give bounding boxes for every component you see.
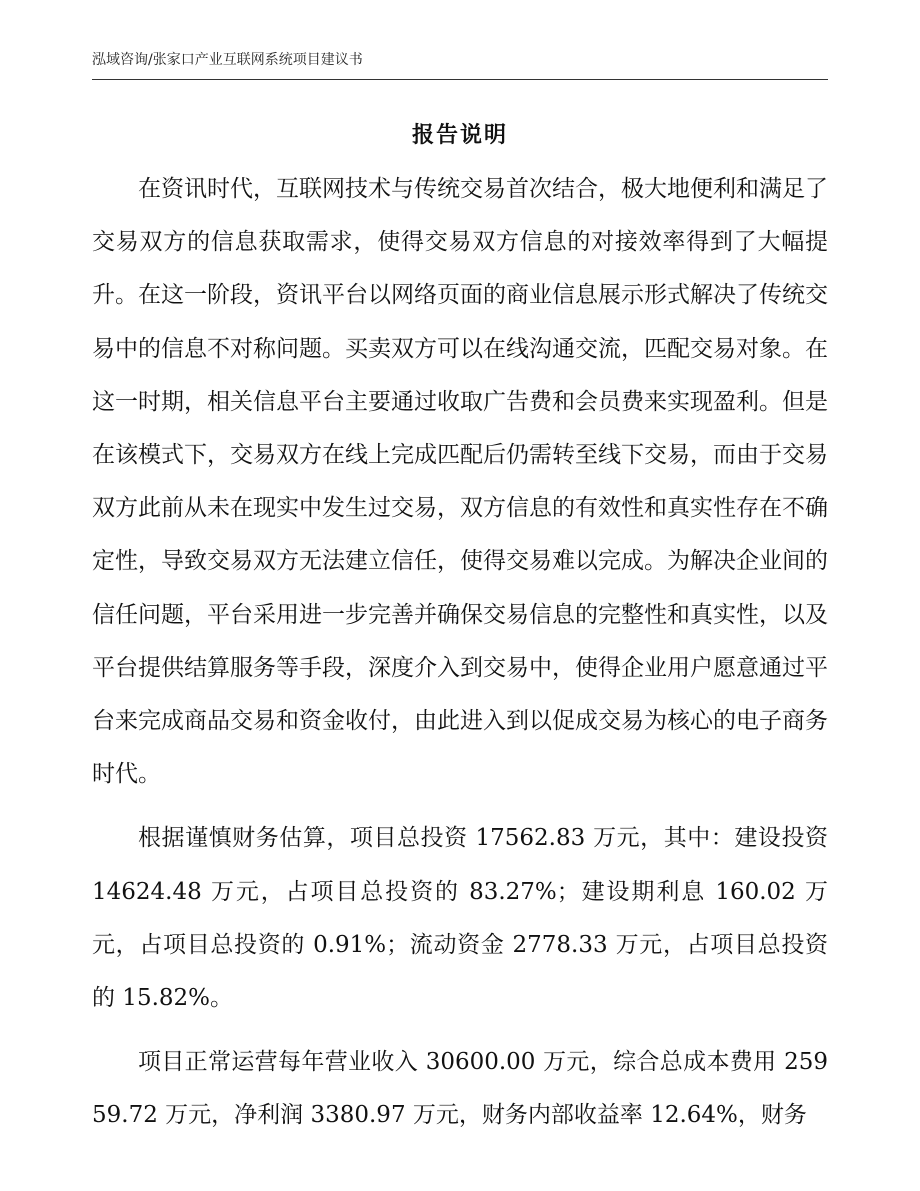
section-title: 报告说明 (411, 123, 508, 148)
header-divider (92, 79, 828, 80)
paragraph-intro: 在资讯时代，互联网技术与传统交易首次结合，极大地便利和满足了交易双方的信息获取需求，使得交易双方信息的对接效率得到了大幅提升。在这一阶段，资讯平台以网络页面的商业信息展示形式解决了传统交易中的信息不对称问题。买卖双方可以在线沟通交流，匹配交易对象。在这一时期，相关信息平台主要通过收取广告费和会员费来实现盈利。但是在该模式下，交易双方在线上完成匹配后仍需转至线下交易，而由于交易双方此前从未在现实中发生过交易，双方信息的有效性和真实性存在不确定性，导致交易双方无法建立信任，使得交易难以完成。为解决企业间的信任问题，平台采用进一步完善并确保交易信息的完整性和真实性，以及平台提供结算服务等手段，深度介入到交易中，使得企业用户愿意通过平台来完成商品交易和资金收付，由此进入到以促成交易为核心的电子商务时代。 (92, 176, 828, 788)
body-text (92, 163, 828, 1154)
running-header: 泓域咨询/张家口产业互联网系统项目建议书 (92, 52, 363, 68)
paragraph-revenue: 项目正常运营每年营业收入 30600.00 万元，综合总成本费用 25959.72 万元，净利润 3380.97 万元，财务内部收益率 12.64%，财务 (92, 1049, 828, 1129)
paragraph-investment: 根据谨慎财务估算，项目总投资 17562.83 万元，其中：建设投资 14624.48 万元，占项目总投资的 83.27%；建设期利息 160.02 万元，占项目总投资的 0.91%；流动资金 2778.33 万元，占项目总投资的 15.82%。 (92, 825, 829, 1012)
